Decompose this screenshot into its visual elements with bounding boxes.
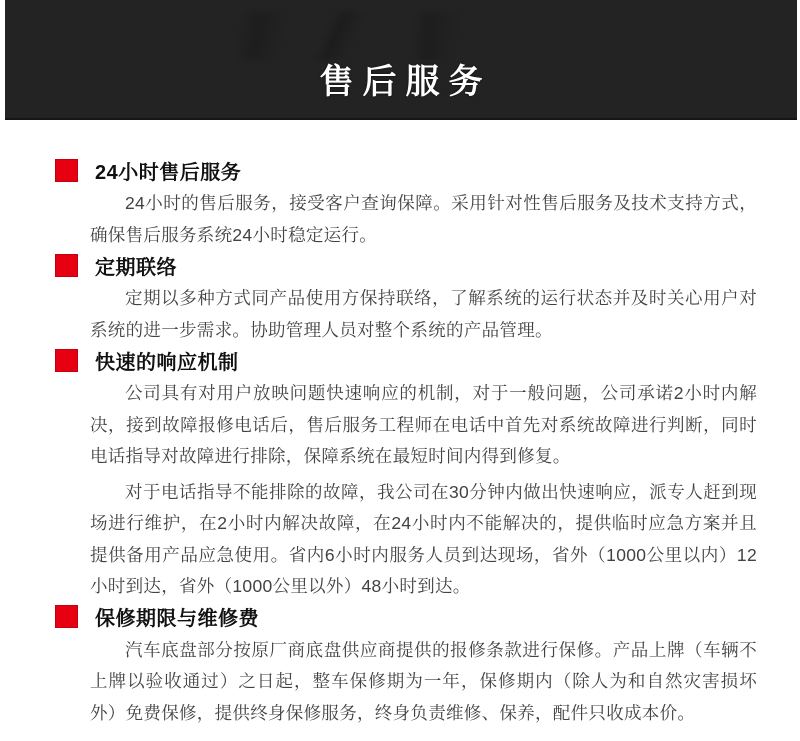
header-banner (5, 0, 797, 120)
section-paragraph: 汽车底盘部分按原厂商底盘供应商提供的报修条款进行保修。产品上牌（车辆不上牌以验收通过）之日起，整车保修期为一年，保修期内（除人为和自然灾害损坏外）免费保修，提供终身保修服务，终身负责维修、保养，配件只收成本价。 (90, 639, 757, 723)
section-heading-row (55, 603, 757, 631)
section-rapid-response (55, 346, 757, 603)
section-heading: 保修期限与维修费 (95, 608, 259, 630)
section-heading: 定期联络 (95, 256, 177, 279)
content-area (0, 120, 800, 729)
section-paragraph: 公司具有对用户放映问题快速响应的机制，对于一般问题，公司承诺2小时内解决，接到故障报修电话后，售后服务工程师在电话中首先对系统故障进行判断，同时电话指导对故障进行排除，保障系统在最短时间内得到修复。 (90, 383, 757, 466)
section-warranty-fees (55, 603, 757, 730)
section-regular-contact (55, 251, 757, 346)
red-square-bullet-icon (55, 254, 78, 277)
section-24h-after-sales (55, 156, 757, 251)
section-heading-row (55, 251, 757, 279)
red-square-bullet-icon (55, 605, 78, 628)
section-paragraph: 对于电话指导不能排除的故障，我公司在30分钟内做出快速响应，派专人赶到现场进行维护，在2小时内解决故障，在24小时内不能解决的，提供临时应急方案并且提供备用产品应急使用。省内6小时内服务人员到达现场，省外（1000公里以内）12小时到达，省外（1000公里以外）48小时到达。 (90, 481, 757, 596)
page-title: 售后服务 (319, 62, 492, 101)
red-square-bullet-icon (55, 349, 78, 372)
red-square-bullet-icon (55, 159, 78, 182)
section-heading: 24小时售后服务 (95, 161, 242, 184)
section-heading-row (55, 346, 757, 374)
section-heading: 快速的响应机制 (95, 351, 239, 374)
section-paragraph: 24小时的售后服务，接受客户查询保障。采用针对性售后服务及技术支持方式，确保售后服务系统24小时稳定运行。 (90, 193, 757, 245)
section-heading-row (55, 156, 757, 184)
section-paragraph: 定期以多种方式同产品使用方保持联络，了解系统的运行状态并及时关心用户对系统的进一步需求。协助管理人员对整个系统的产品管理。 (90, 288, 757, 340)
